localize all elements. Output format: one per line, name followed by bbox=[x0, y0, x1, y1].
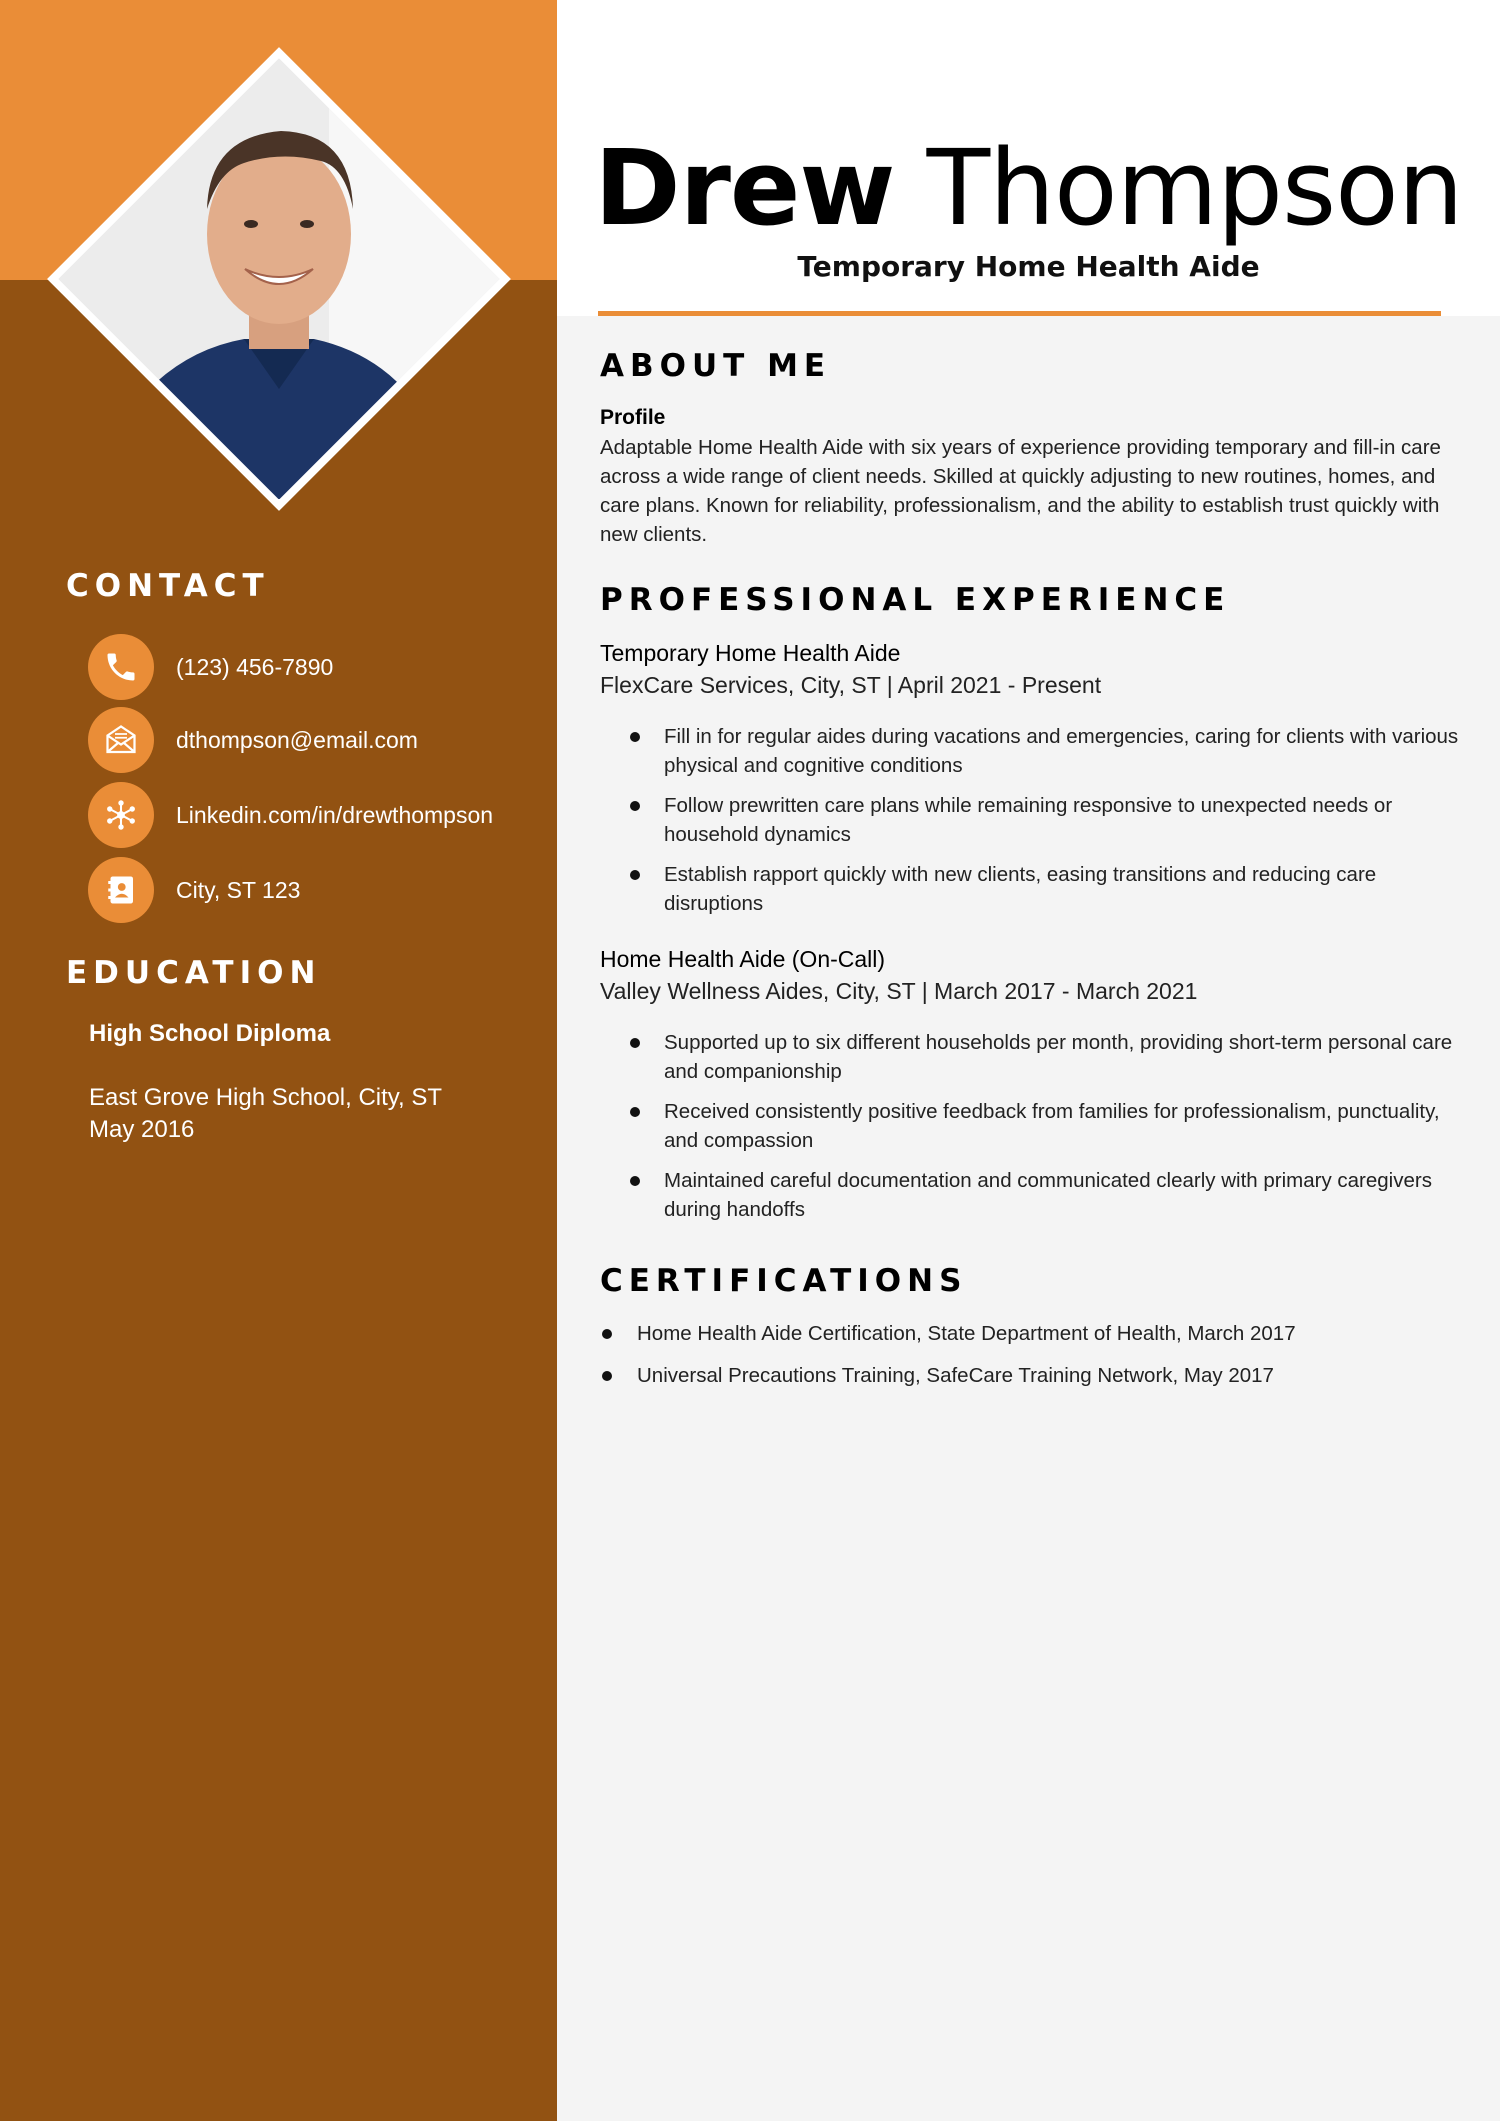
list-item bbox=[600, 1319, 1470, 1348]
contact-address bbox=[88, 857, 300, 923]
contact-linkedin[interactable] bbox=[88, 782, 493, 848]
education-degree: High School Diploma bbox=[89, 1020, 331, 1047]
network-icon bbox=[88, 782, 154, 848]
job-1-bullets bbox=[630, 722, 1470, 929]
contact-phone-text: (123) 456-7890 bbox=[176, 653, 334, 680]
list-item bbox=[630, 1166, 1470, 1224]
job-2-bullet-2: Received consistently positive feedback from families for professionalism, punctuality, and compassion bbox=[664, 1100, 1440, 1152]
contact-heading: CONTACT bbox=[66, 568, 270, 604]
list-item bbox=[630, 791, 1470, 849]
education-date: May 2016 bbox=[89, 1116, 195, 1143]
certifications-list bbox=[600, 1319, 1470, 1403]
job-1-bullet-1: Fill in for regular aides during vacations and emergencies, caring for clients with various physical and cognitive conditions bbox=[664, 725, 1459, 777]
list-item bbox=[600, 1361, 1470, 1390]
list-item bbox=[630, 1097, 1470, 1155]
experience-heading: PROFESSIONAL EXPERIENCE bbox=[600, 582, 1231, 618]
bullet-dot bbox=[630, 1107, 640, 1117]
list-item bbox=[630, 722, 1470, 780]
list-item bbox=[630, 1028, 1470, 1086]
bullet-dot bbox=[630, 870, 640, 880]
bullet-dot bbox=[602, 1329, 612, 1339]
job-1-bullet-3: Establish rapport quickly with new clients, easing transitions and reducing care disruptions bbox=[664, 863, 1377, 915]
candidate-name bbox=[557, 128, 1500, 248]
job-1-meta: FlexCare Services, City, ST | April 2021 - Present bbox=[600, 672, 1102, 698]
job-title: Temporary Home Health Aide bbox=[797, 250, 1260, 283]
bullet-dot bbox=[630, 1176, 640, 1186]
sidebar bbox=[0, 0, 557, 2121]
bullet-dot bbox=[602, 1371, 612, 1381]
contact-email[interactable] bbox=[88, 707, 418, 773]
job-2-bullet-1: Supported up to six different households per month, providing short-term personal care and companionship bbox=[664, 1031, 1453, 1083]
job-2-role: Home Health Aide (On-Call) bbox=[600, 946, 886, 972]
profile-text: Adaptable Home Health Aide with six years of experience providing temporary and fill-in care across a wide range of client needs. Skilled at quickly adjusting to new routines, homes, and care plans. Known for reliability, professionalism, and the ability to establish trust quickly with new clients. bbox=[600, 436, 1441, 546]
title-divider bbox=[598, 311, 1441, 316]
profile-label: Profile bbox=[600, 406, 666, 429]
contact-phone[interactable] bbox=[88, 634, 333, 700]
certifications-heading: CERTIFICATIONS bbox=[600, 1263, 968, 1299]
job-2-bullet-3: Maintained careful documentation and communicated clearly with primary caregivers during handoffs bbox=[664, 1169, 1432, 1221]
job-1-bullet-2: Follow prewritten care plans while remaining responsive to unexpected needs or household dynamics bbox=[664, 794, 1393, 846]
last-name: Thompson bbox=[926, 127, 1463, 249]
education-heading: EDUCATION bbox=[66, 955, 322, 991]
certification-2: Universal Precautions Training, SafeCare Training Network, May 2017 bbox=[637, 1364, 1274, 1387]
bullet-dot bbox=[630, 801, 640, 811]
address-book-icon bbox=[88, 857, 154, 923]
certification-1: Home Health Aide Certification, State Department of Health, March 2017 bbox=[637, 1322, 1296, 1345]
job-1-role: Temporary Home Health Aide bbox=[600, 640, 901, 666]
about-heading: ABOUT ME bbox=[600, 348, 832, 384]
education-school: East Grove High School, City, ST bbox=[89, 1084, 443, 1111]
contact-address-text: City, ST 123 bbox=[176, 876, 301, 903]
phone-icon bbox=[88, 634, 154, 700]
bullet-dot bbox=[630, 732, 640, 742]
first-name: Drew bbox=[594, 127, 895, 249]
contact-linkedin-text: Linkedin.com/in/drewthompson bbox=[176, 801, 494, 828]
email-icon bbox=[88, 707, 154, 773]
job-2-bullets bbox=[630, 1028, 1470, 1235]
bullet-dot bbox=[630, 1038, 640, 1048]
list-item bbox=[630, 860, 1470, 918]
job-2-meta: Valley Wellness Aides, City, ST | March 2017 - March 2021 bbox=[600, 978, 1198, 1004]
contact-email-text: dthompson@email.com bbox=[176, 726, 418, 753]
